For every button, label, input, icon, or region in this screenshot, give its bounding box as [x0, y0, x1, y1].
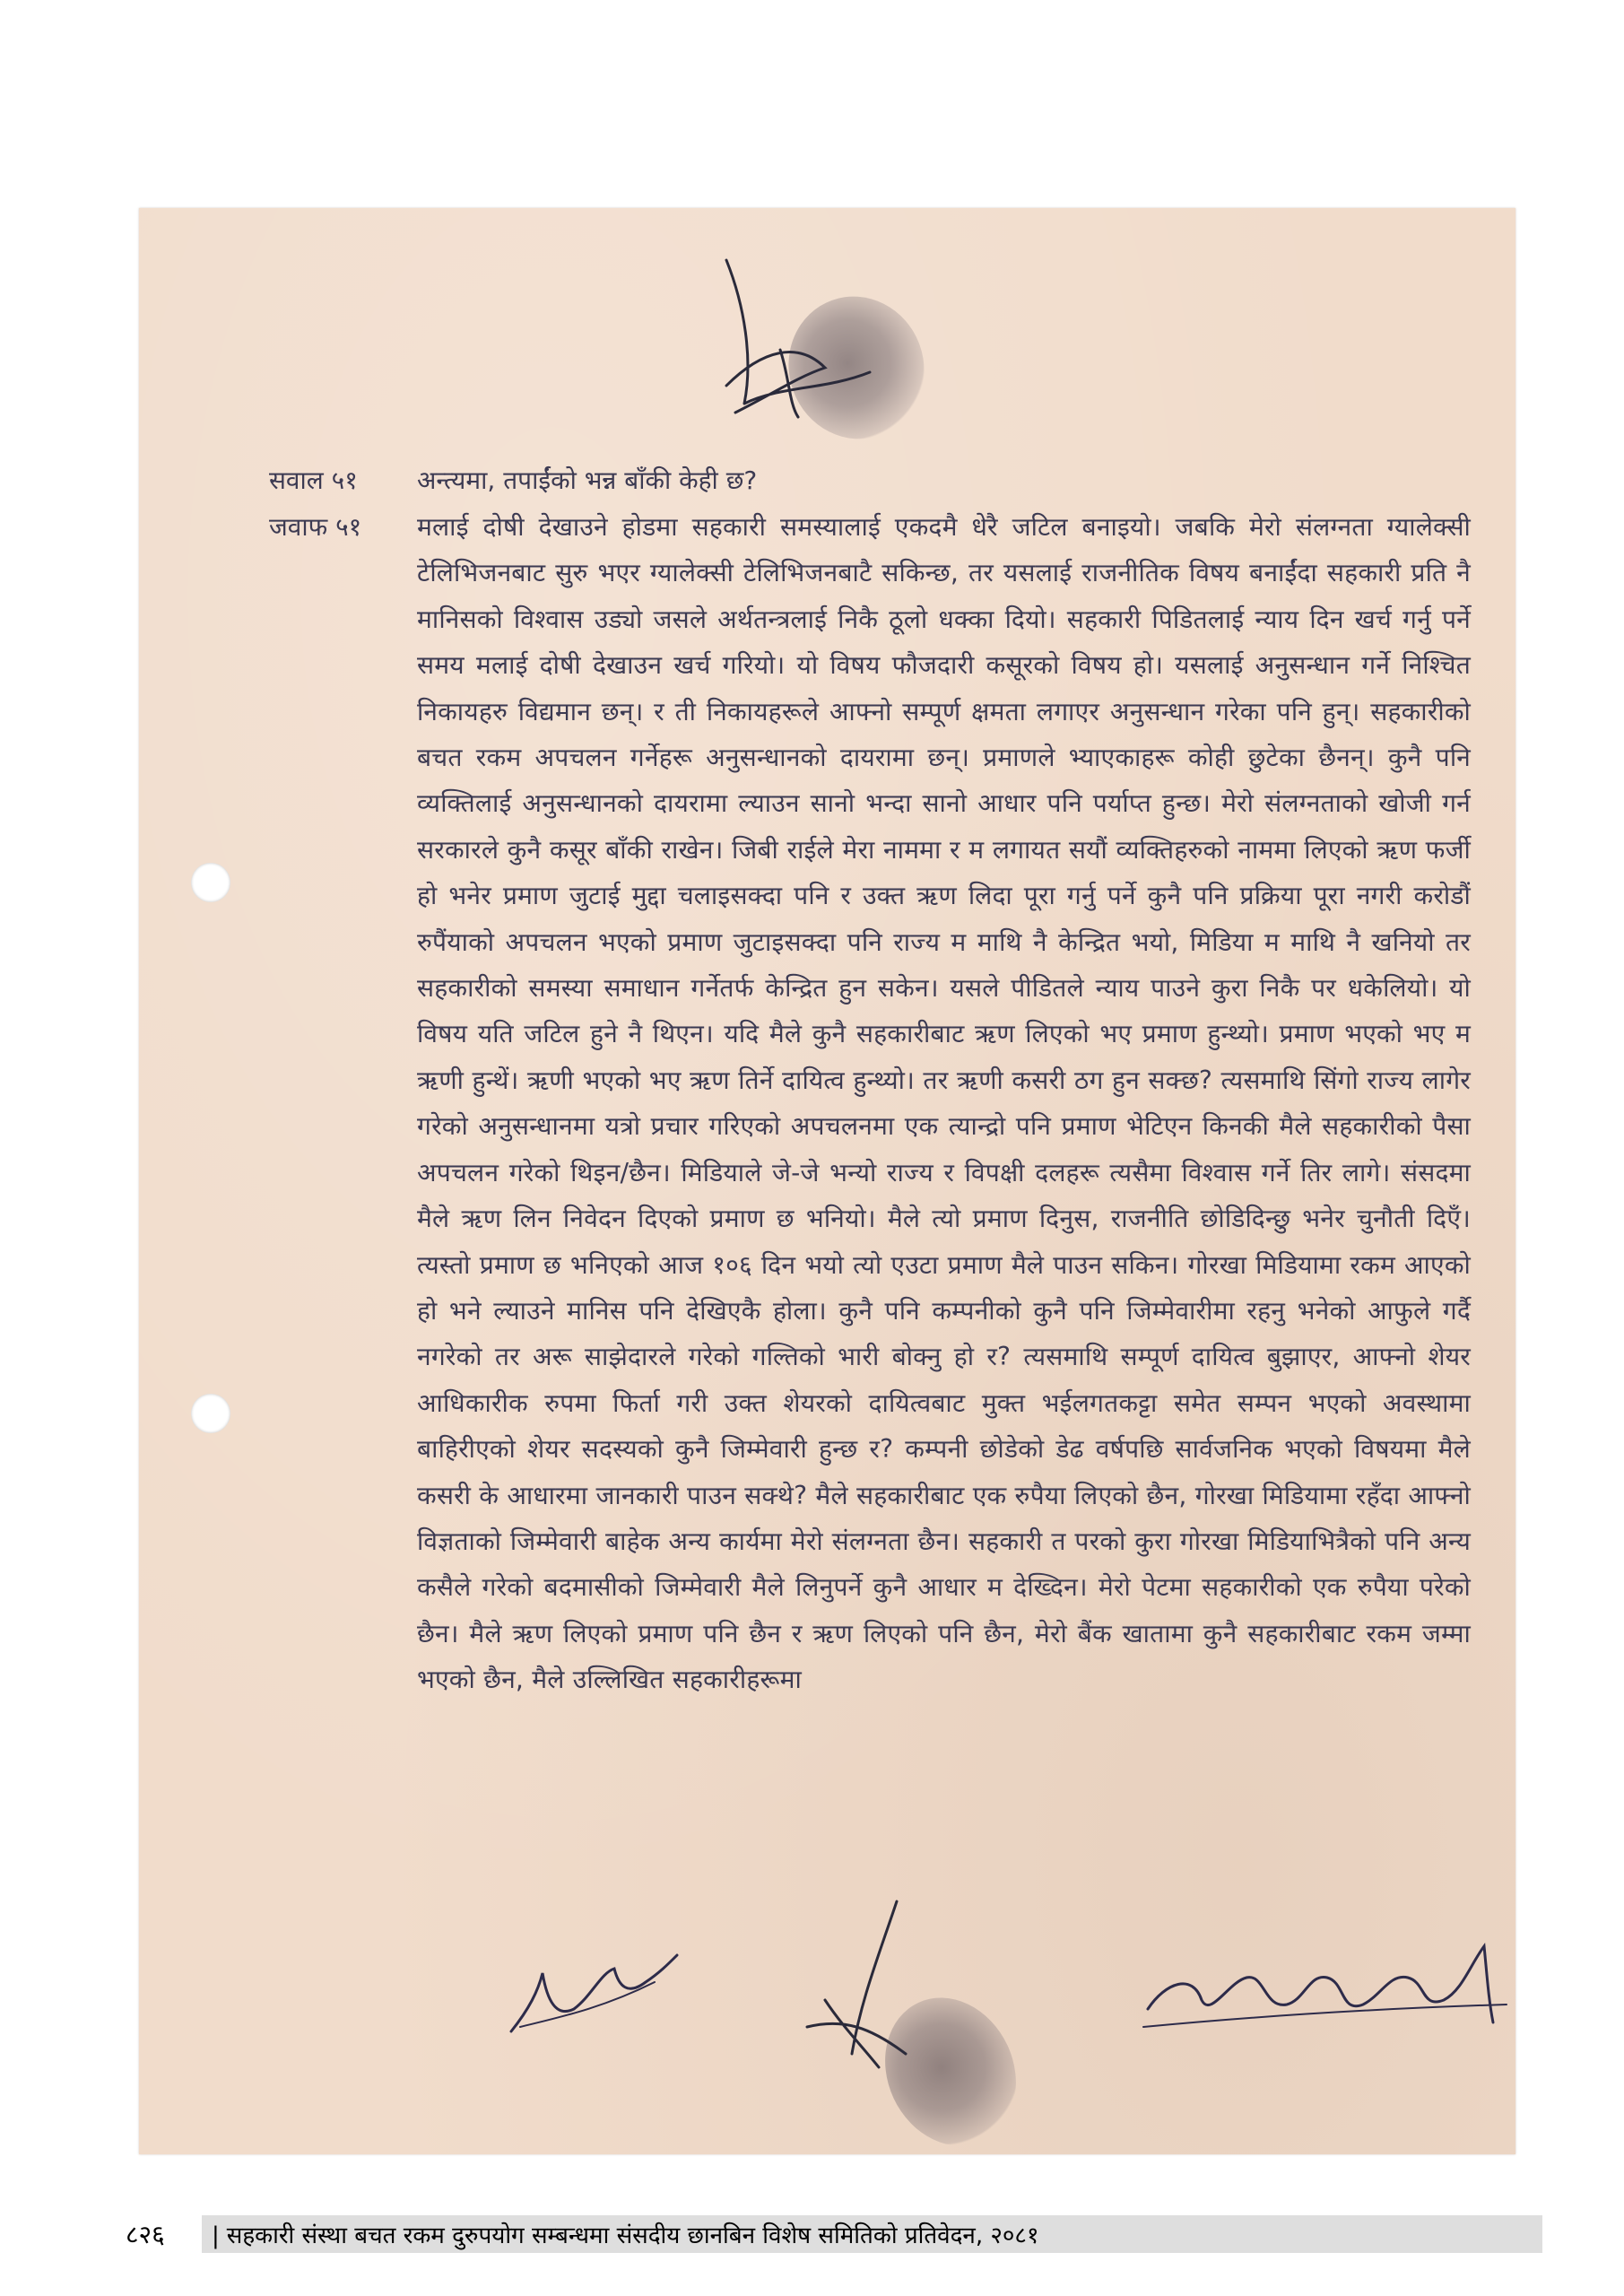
signature-center-icon [789, 1892, 960, 2072]
signature-right-icon [1130, 1928, 1515, 2045]
punch-hole-top [191, 863, 230, 902]
signature-left-icon [502, 1946, 682, 2045]
question-row [269, 457, 1471, 504]
answer-text: मलाई दोषी देखाउने होडमा सहकारी समस्यालाई एकदमै धेरै जटिल बनाइयो। जबकि मेरो संलग्नता ग्यालेक्सी टेलिभिजनबाट सुरु भएर ग्यालेक्सी टेलिभिजनबाटै सकिन्छ, तर यसलाई राजनीतिक विषय बनाईंदा सहकारी प्रति नै मानिसको विश्वास उड्यो जसले अर्थतन्त्रलाई निकै ठूलो धक्का दियो। सहकारी पिडितलाई न्याय दिन खर्च गर्नु पर्ने समय मलाई दोषी देखाउन खर्च गरियो। यो विषय फौजदारी कसूरको विषय हो। यसलाई अनुसन्धान गर्ने निश्चित निकायहरु विद्यमान छन्। र ती निकायहरूले आफ्नो सम्पूर्ण क्षमता लगाएर अनुसन्धान गरेका पनि हुन्। सहकारीको बचत रकम अपचलन गर्नेहरू अनुसन्धानको दायरामा छन्। प्रमाणले भ्याएकाहरू कोही छुटेका छैनन्। कुनै पनि व्यक्तिलाई अनुसन्धानको दायरामा ल्याउन सानो भन्दा सानो आधार पनि पर्याप्त हुन्छ। मेरो संलग्नताको खोजी गर्न सरकारले कुनै कसूर बाँकी राखेन। जिबी राईले मेरा नाममा र म लगायत सयौं व्यक्तिहरुको नाममा लिएको ऋण फर्जी हो भनेर प्रमाण जुटाई मुद्दा चलाइसक्दा पनि र उक्त ऋण लिदा पूरा गर्नु पर्ने कुनै पनि प्रक्रिया पूरा नगरी करोडौं रुपैंयाको अपचलन भएको प्रमाण जुटाइसक्दा पनि राज्य म माथि नै केन्द्रित भयो, मिडिया म माथि नै खनियो तर सहकारीको समस्या समाधान गर्नेतर्फ केन्द्रित हुन सकेन। यसले पीडितले न्याय पाउने कुरा निकै पर धकेलियो। यो विषय यति जटिल हुने नै थिएन। यदि मैले कुनै सहकारीबाट ऋण लिएको भए प्रमाण हुन्थ्यो। प्रमाण भएको भए म ऋणी हुन्थें। ऋणी भएको भए ऋण तिर्ने दायित्व हुन्थ्यो। तर ऋणी कसरी ठग हुन सक्छ? त्यसमाथि सिंगो राज्य लागेर गरेको अनुसन्धानमा यत्रो प्रचार गरिएको अपचलनमा एक त्यान्द्रो पनि प्रमाण भेटिएन किनकी मैले सहकारीको पैसा अपचलन गरेको थिइन/छैन। मिडियाले जे-जे भन्यो राज्य र विपक्षी दलहरू त्यसैमा विश्वास गर्ने तिर लागे। संसदमा मैले ऋण लिन निवेदन दिएको प्रमाण छ भनियो। मैले त्यो प्रमाण दिनुस, राजनीति छोडिदिन्छु भनेर चुनौती दिएँ। त्यस्तो प्रमाण छ भनिएको आज १०६ दिन भयो त्यो एउटा प्रमाण मैले पाउन सकिन। गोरखा मिडियामा रकम आएको हो भने ल्याउने मानिस पनि देखिएकै होला। कुनै पनि कम्पनीको कुनै पनि जिम्मेवारीमा रहनु भनेको आफुले गर्दै नगरेको तर अरू साझेदारले गरेको गल्तिको भारी बोक्नु हो र? त्यसमाथि सम्पूर्ण दायित्व बुझाएर, आफ्नो शेयर आधिकारीक रुपमा फिर्ता गरी उक्त शेयरको दायित्वबाट मुक्त भईलगतकट्टा समेत सम्पन भएको अवस्थामा बाहिरीएको शेयर सदस्यको कुनै जिम्मेवारी हुन्छ र? कम्पनी छोडेको डेढ वर्षपछि सार्वजनिक भएको विषयमा मैले कसरी के आधारमा जानकारी पाउन सक्थे? मैले सहकारीबाट एक रुपैया लिएको छैन, गोरखा मिडियामा रहँदा आफ्नो विज्ञताको जिम्मेवारी बाहेक अन्य कार्यमा मेरो संलग्नता छैन। सहकारी त परको कुरा गोरखा मिडियाभित्रैको पनि अन्य कसैले गरेको बदमासीको जिम्मेवारी मैले लिनुपर्ने कुनै आधार म देख्दिन। मेरो पेटमा सहकारीको एक रुपैया परेको छैन। मैले ऋण लिएको प्रमाण पनि छैन र ऋण लिएको पनि छैन, मेरो बैंक खातामा कुनै सहकारीबाट रकम जम्मा भएको छैन, मैले उल्लिखित सहकारीहरूमा [417, 512, 1471, 1695]
punch-hole-bottom [191, 1394, 230, 1433]
footer-separator: | [212, 2222, 220, 2249]
question-label: सवाल ५१ [269, 465, 358, 495]
testimony-block [269, 457, 1471, 1703]
question-text: अन्त्यमा, तपाईंको भन्न बाँकी केही छ? [417, 465, 758, 495]
page-number: ८२६ [126, 2220, 165, 2249]
answer-label: जवाफ ५१ [269, 512, 362, 542]
answer-row [269, 504, 1471, 1703]
report-title [212, 2221, 1038, 2251]
signature-top-icon [690, 251, 924, 430]
report-title-text: सहकारी संस्था बचत रकम दुरुपयोग सम्बन्धमा संसदीय छानबिन विशेष समितिको प्रतिवेदन, २०८१ [226, 2222, 1039, 2249]
